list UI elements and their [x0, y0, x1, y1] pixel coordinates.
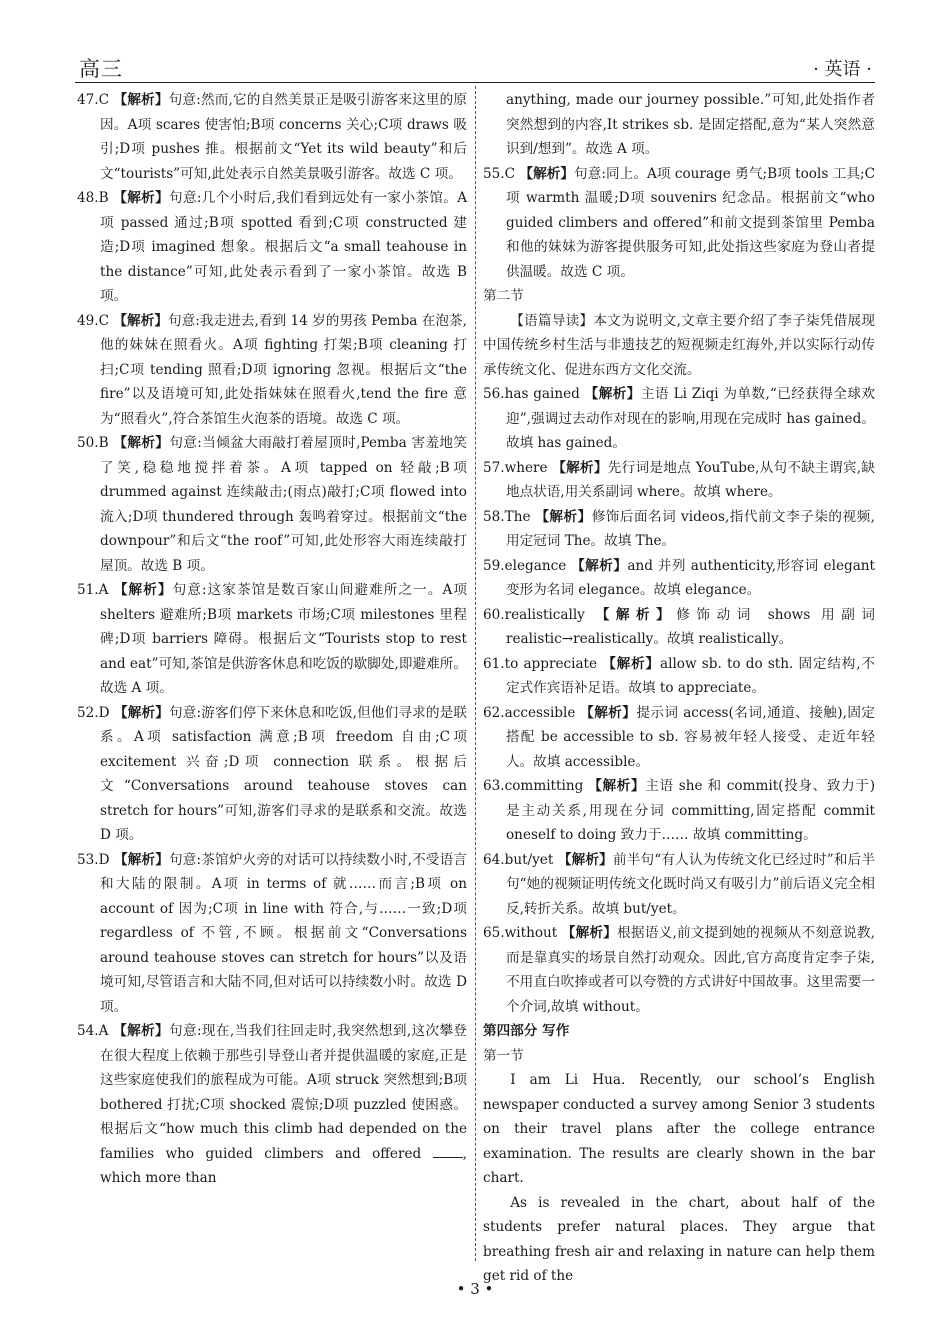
item-explanation: 修饰后面名词 videos,指代前文李子柒的视频,用定冠词 The。故填 The。 [506, 508, 875, 549]
answer-item [483, 505, 875, 554]
answer-item [77, 186, 467, 309]
item-number: 64. [483, 851, 505, 868]
item-explanation: 句意:当倾盆大雨敲打着屋顶时,Pemba 害羞地笑了笑,稳稳地搅拌着茶。A项 tapped on 轻敲;B项 drummed against 连续敲击;(雨点)敲打;C项 flowed into 流入;D项 thundered through 轰鸣着穿过。根据前文“the downpour”和后文“the roof”可知,此处形容大雨连续敲打屋顶。故选 B 项。 [100, 435, 468, 574]
item-explanation: 句意:茶馆炉火旁的对话可以持续数小时,不受语言和大陆的限制。A项 in terms of 就……而言;B项 on account of 因为;C项 in line with 符合,与……一致;D项 regardless of 不管,不顾。根据前文“Conversations around teahouse stoves can stretch for hours”以及语境可知,尽管语言和大陆不同,但对话可以持续数小时。故选 D 项。 [100, 851, 467, 1015]
item-explanation-continued: , which more than [100, 1145, 468, 1186]
item-number: 55. [483, 165, 505, 182]
item-explanation: 句意:然而,它的自然美景正是吸引游客来这里的原因。A项 scares 使害怕;B项 concerns 关心;C项 draws 吸引;D项 pushes 推。根据前文“Yet its wild beauty”和后文“tourists”可知,此处表示自然美景吸引游客。故选 C 项。 [100, 92, 468, 182]
answer-item [483, 652, 875, 701]
item-answer: C [504, 165, 516, 182]
item-explanation: and 并列 authenticity,形容词 elegant 变形为名词 elegance。故填 elegance。 [506, 557, 876, 598]
answer-item [483, 774, 875, 848]
analysis-tag: 【解析】 [114, 704, 170, 721]
item-answer: realistically [504, 606, 585, 623]
left-column [77, 88, 467, 1191]
item-answer: without [504, 925, 558, 941]
item-number: 52. [77, 704, 99, 721]
answer-item [77, 578, 467, 701]
answer-item [483, 88, 875, 162]
item-answer: B [98, 435, 109, 451]
analysis-tag: 【解析】 [588, 778, 646, 794]
item-answer: has gained [504, 386, 580, 402]
item-answer: D [98, 704, 110, 721]
analysis-tag: 【解析】 [113, 312, 168, 329]
item-answer: elegance [504, 557, 567, 574]
item-answer: but/yet [504, 851, 554, 868]
subject-label: · 英语 · [813, 59, 872, 80]
item-number: 49. [77, 312, 99, 329]
section2-title: 第二节 [483, 288, 524, 304]
analysis-tag: 【解析】 [113, 92, 169, 108]
item-number: 47. [77, 92, 99, 108]
analysis-tag: 【解析】 [114, 851, 170, 868]
item-number: 48. [77, 190, 99, 206]
item-explanation: allow sb. to do sth. 固定结构,不定式作宾语补足语。故填 to appreciate。 [506, 655, 876, 696]
item-number: 60. [483, 606, 505, 623]
item-explanation: 句意:游客们停下来休息和吃饭,但他们寻求的是联系。A项 satisfaction 满意;B项 freedom 自由;C项 excitement 兴奋;D项 connection 联系。根据后文“Conversations around teahouse stoves can stretch for hours”可知,游客们寻求的是联系和交流。故选 D 项。 [100, 704, 467, 843]
answer-item [77, 309, 467, 432]
item-explanation: 句意:现在,当我们往回走时,我突然想到,这次攀登在很大程度上依赖于那些引导登山者并提供温暖的家庭,正是这些家庭使我们的旅程成为可能。A项 struck 突然想到;B项 bothered 打扰;C项 shocked 震惊;D项 puzzled 使困惑。根据后文“how much this climb had depended on the families who guided climbers and offered [100, 1023, 468, 1162]
part4-title: 第四部分 写作 [483, 1023, 570, 1039]
item-number: 58. [483, 508, 505, 525]
item-number: 63. [483, 778, 505, 794]
answer-blank [433, 1144, 463, 1158]
answer-item [483, 921, 875, 1019]
item-number: 57. [483, 459, 505, 476]
item-answer: D [98, 851, 110, 868]
essay-paragraph-1: I am Li Hua. Recently, our school’s English newspaper conducted a survey among Senior 3 students on their travel plans after the college entrance examination. The results are clearly shown in the bar chart. [483, 1072, 875, 1186]
item-number: 53. [77, 851, 99, 868]
section2-intro: 【语篇导读】本文为说明文,文章主要介绍了李子柒凭借展现中国传统乡村生活与非遗技艺的短视频走红海外,并以实际行动传承传统文化、促进东西方文化交流。 [483, 312, 875, 378]
answer-item [77, 88, 467, 186]
item-number: 50. [77, 435, 99, 451]
answer-item [483, 456, 875, 505]
item-answer: A [98, 582, 109, 598]
item-number: 54. [77, 1023, 99, 1039]
item-answer: C [98, 312, 110, 329]
item-explanation: 根据语义,前文提到她的视频从不刻意说教,而是靠真实的场景自然打动观众。因此,官方高度肯定李子柒,不用直白吹捧或者可以夸赞的方式讲好中国故事。这里需要一个介词,故填 without。 [506, 925, 875, 1015]
item-answer: accessible [504, 704, 576, 721]
grade-label: 高三 [79, 57, 123, 81]
item-number: 56. [483, 386, 505, 402]
answer-item [483, 554, 875, 603]
item-answer: The [504, 508, 531, 525]
analysis-tag: 【解析】 [113, 190, 170, 206]
item-number: 59. [483, 557, 505, 574]
item-number: 51. [77, 582, 99, 598]
item-explanation: 前半句“有人认为传统文化已经过时”和后半句“她的视频证明传统文化既时尚又有吸引力”前后语义完全相反,转折关系。故填 but/yet。 [506, 851, 875, 917]
analysis-tag: 【解析】 [580, 704, 637, 721]
answer-item [77, 1019, 467, 1191]
page-number: • 3 • [456, 1280, 494, 1298]
answer-item [483, 382, 875, 456]
item-number: 61. [483, 655, 505, 672]
answer-item [77, 431, 467, 578]
analysis-tag: 【解析】 [584, 386, 641, 402]
analysis-tag: 【解析】 [519, 165, 575, 182]
answer-item [483, 603, 875, 652]
analysis-tag: 【解析】 [602, 655, 660, 672]
analysis-tag: 【解析】 [113, 1023, 170, 1039]
essay-paragraph-2: As is revealed in the chart, about half of the students prefer natural places. They argue that breathing fresh air and relaxing in nature can help them get rid of the [483, 1194, 875, 1284]
answer-item [483, 848, 875, 922]
item-explanation: 主语 Li Ziqi 为单数,“已经获得全球欢迎”,强调过去动作对现在的影响,用现在完成时 has gained。故填 has gained。 [506, 386, 876, 451]
item-explanation: anything, made our journey possible.”可知,此处指作者突然想到的内容,It strikes sb. 是固定搭配,意为“某人突然意识到/想到”。故选 A 项。 [506, 92, 875, 157]
header-rule [75, 82, 875, 83]
answer-item [483, 162, 875, 285]
item-explanation: 句意:几个小时后,我们看到远处有一家小茶馆。A项 passed 通过;B项 spotted 看到;C项 constructed 建造;D项 imagined 想象。根据后文“a small teahouse in the distance”可知,此处表示看到了一家小茶馆。故选 B 项。 [100, 190, 468, 304]
analysis-tag: 【解析】 [535, 508, 592, 525]
item-answer: C [98, 92, 110, 108]
analysis-tag: 【解析】 [113, 435, 170, 451]
part4-section1-title: 第一节 [483, 1047, 524, 1064]
column-divider [475, 86, 476, 1261]
item-answer: to appreciate [504, 655, 598, 672]
item-explanation: 句意:我走进去,看到 14 岁的男孩 Pemba 在泡茶,他的妹妹在照看火。A项 fighting 打架;B项 cleaning 打扫;C项 tending 照看;D项 ignoring 忽视。根据后文“the fire”以及语境可知,此处指妹妹在照看火,tend the fire 意为“照看火”,符合茶馆生火泡茶的语境。故选 C 项。 [100, 312, 467, 427]
item-explanation: 句意:这家茶馆是数百家山间避难所之一。A项 shelters 避难所;B项 markets 市场;C项 milestones 里程碑;D项 barriers 障碍。根据后文“Tourists stop to rest and eat”可知,茶馆是供游客休息和吃饭的歇脚处,即避难所。故选 A 项。 [100, 582, 468, 696]
analysis-tag: 【解析】 [552, 459, 608, 476]
answer-item [77, 701, 467, 848]
analysis-tag: 【解析】 [561, 925, 618, 941]
item-answer: A [98, 1023, 109, 1039]
item-number: 65. [483, 925, 505, 941]
item-explanation: 先行词是地点 YouTube,从句不缺主谓宾,缺地点状语,用关系副词 where。故填 where。 [506, 459, 876, 500]
item-explanation: 句意:同上。A项 courage 勇气;B项 tools 工具;C项 warmth 温暖;D项 souvenirs 纪念品。根据前文“who guided climbers and offered”和前文提到茶馆里 Pemba 和他的妹妹为游客提供服务可知,此处指这些家庭为登山者提供温暖。故选 C 项。 [506, 165, 875, 280]
item-number: 62. [483, 704, 505, 721]
item-answer: committing [504, 778, 584, 794]
item-answer: B [98, 190, 109, 206]
item-explanation: 主语 she 和 commit(投身、致力于)是主动关系,用现在分词 committing,固定搭配 commit oneself to doing 致力于…… 故填 committing。 [506, 778, 875, 843]
item-explanation: 修饰动词 shows 用副词 realistic→realistically。故填 realistically。 [506, 606, 875, 647]
right-column [483, 88, 875, 1289]
analysis-tag: 【解析】 [557, 851, 613, 868]
analysis-tag: 【解析】 [571, 557, 628, 574]
answer-item [483, 701, 875, 775]
analysis-tag: 【解析】 [113, 582, 173, 598]
item-answer: where [504, 459, 548, 476]
analysis-tag: 【解析】 [595, 606, 677, 623]
answer-item [77, 848, 467, 1020]
item-explanation: 提示词 access(名词,通道、接触),固定搭配 be accessible to sb. 容易被年轻人接受、走近年轻人。故填 accessible。 [506, 704, 875, 770]
